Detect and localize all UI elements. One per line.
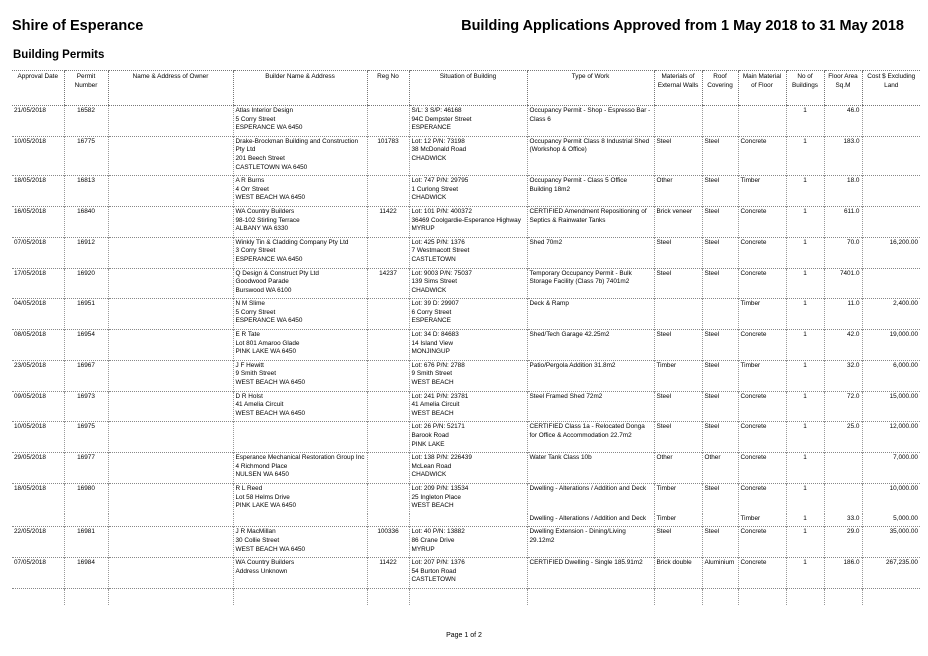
cell-no-of-buildings: 1	[786, 268, 824, 299]
cell-floor-area: 42.0	[824, 330, 862, 361]
cell-reg-no	[367, 360, 409, 391]
cell-builder: D R Holst 41 Amelia Circuit WEST BEACH WA 6450	[233, 391, 367, 422]
cell-owner	[108, 514, 233, 527]
cell-permit-number: 16840	[64, 206, 108, 237]
table-row	[12, 422, 920, 453]
cell-cost: 15,000.00	[862, 391, 920, 422]
filler-cell	[862, 588, 920, 605]
cell-cost: 6,000.00	[862, 360, 920, 391]
cell-type-of-work: CERTIFIED Class 1a - Relocated Donga for Office & Accommodation 22.7m2	[527, 422, 654, 453]
cell-owner	[108, 527, 233, 558]
cell-external-walls: Steel	[654, 422, 702, 453]
cell-approval-date: 18/05/2018	[12, 176, 64, 207]
cell-permit-number: 16975	[64, 422, 108, 453]
cell-cost: 267,235.00	[862, 558, 920, 589]
cell-reg-no	[367, 514, 409, 527]
page-number: Page 1 of 2	[446, 632, 482, 639]
cell-reg-no	[367, 176, 409, 207]
cell-no-of-buildings: 1	[786, 483, 824, 513]
cell-reg-no	[367, 422, 409, 453]
cell-permit-number: 16775	[64, 136, 108, 175]
cell-builder: WA Country Builders Address Unknown	[233, 558, 367, 589]
cell-roof-covering	[702, 514, 738, 527]
cell-reg-no: 100336	[367, 527, 409, 558]
cell-external-walls: Timber	[654, 483, 702, 513]
col-owner: Name & Address of Owner	[108, 71, 233, 106]
cell-situation: Lot: 425 P/N: 1376 7 Westmacott Street CASTLETOWN	[409, 237, 527, 268]
cell-approval-date: 17/05/2018	[12, 268, 64, 299]
cell-reg-no: 11422	[367, 206, 409, 237]
table-row	[12, 237, 920, 268]
cell-floor-material: Timber	[738, 299, 786, 330]
cell-roof-covering	[702, 106, 738, 137]
cell-floor-material: Concrete	[738, 422, 786, 453]
cell-cost	[862, 176, 920, 207]
filler-cell	[527, 588, 654, 605]
cell-roof-covering: Steel	[702, 176, 738, 207]
cell-builder: R L Reed Lot 58 Helms Drive PINK LAKE WA 6450	[233, 483, 367, 513]
cell-reg-no	[367, 330, 409, 361]
cell-roof-covering: Steel	[702, 268, 738, 299]
cell-situation: Lot: 101 P/N: 400372 36469 Coolgardie-Esperance Highway MYRUP	[409, 206, 527, 237]
cell-approval-date	[12, 514, 64, 527]
filler-cell	[654, 588, 702, 605]
filler-cell	[108, 588, 233, 605]
table-row	[12, 483, 920, 513]
cell-floor-material: Concrete	[738, 206, 786, 237]
cell-builder: WA Country Builders 98-102 Stirling Terrace ALBANY WA 6330	[233, 206, 367, 237]
col-builder: Builder Name & Address	[233, 71, 367, 106]
cell-situation	[409, 514, 527, 527]
cell-situation: Lot: 207 P/N: 1376 54 Burton Road CASTLETOWN	[409, 558, 527, 589]
table-row	[12, 106, 920, 137]
cell-permit-number: 16977	[64, 453, 108, 484]
cell-builder: N M Slime 5 Corry Street ESPERANCE WA 6450	[233, 299, 367, 330]
cell-roof-covering: Steel	[702, 136, 738, 175]
cell-permit-number: 16920	[64, 268, 108, 299]
col-type-of-work: Type of Work	[527, 71, 654, 106]
col-floor-area: Floor Area Sq.M	[824, 71, 862, 106]
cell-type-of-work: Dwelling - Alterations / Addition and Deck	[527, 514, 654, 527]
cell-external-walls: Timber	[654, 514, 702, 527]
cell-floor-area: 183.0	[824, 136, 862, 175]
cell-situation: Lot: 747 P/N: 29795 1 Curlong Street CHADWICK	[409, 176, 527, 207]
cell-roof-covering: Steel	[702, 330, 738, 361]
cell-owner	[108, 453, 233, 484]
cell-owner	[108, 360, 233, 391]
table-row	[12, 299, 920, 330]
cell-floor-material: Timber	[738, 176, 786, 207]
cell-approval-date: 07/05/2018	[12, 558, 64, 589]
cell-type-of-work: CERTIFIED Amendment Repositioning of Septics & Rainwater Tanks	[527, 206, 654, 237]
cell-builder: E R Tate Lot 801 Amaroo Glade PINK LAKE WA 6450	[233, 330, 367, 361]
cell-floor-area: 33.0	[824, 514, 862, 527]
cell-no-of-buildings: 1	[786, 527, 824, 558]
cell-floor-material: Concrete	[738, 136, 786, 175]
cell-cost: 19,000.00	[862, 330, 920, 361]
cell-owner	[108, 106, 233, 137]
cell-permit-number: 16973	[64, 391, 108, 422]
cell-floor-material: Concrete	[738, 558, 786, 589]
cell-builder: Atlas Interior Design 5 Corry Street ESPERANCE WA 6450	[233, 106, 367, 137]
filler-cell	[64, 588, 108, 605]
cell-floor-area: 32.0	[824, 360, 862, 391]
cell-builder: Winkly Tin & Cladding Company Pty Ltd 3 Corry Street ESPERANCE WA 6450	[233, 237, 367, 268]
cell-owner	[108, 206, 233, 237]
filler-cell	[367, 588, 409, 605]
cell-reg-no: 11422	[367, 558, 409, 589]
cell-situation: Lot: 12 P/N: 73198 38 McDonald Road CHADWICK	[409, 136, 527, 175]
organisation-title: Shire of Esperance	[12, 18, 144, 34]
cell-reg-no: 14237	[367, 268, 409, 299]
table-row	[12, 268, 920, 299]
cell-builder: Drake-Brockman Building and Construction Pty Ltd 201 Beech Street CASTLETOWN WA 6450	[233, 136, 367, 175]
cell-floor-area: 70.0	[824, 237, 862, 268]
cell-owner	[108, 391, 233, 422]
cell-external-walls: Steel	[654, 330, 702, 361]
cell-external-walls: Steel	[654, 237, 702, 268]
cell-permit-number: 16951	[64, 299, 108, 330]
cell-floor-material: Concrete	[738, 453, 786, 484]
table-body	[12, 106, 920, 605]
cell-situation: Lot: 676 P/N: 2788 9 Smith Street WEST BEACH	[409, 360, 527, 391]
cell-roof-covering	[702, 299, 738, 330]
filler-cell	[12, 588, 64, 605]
cell-approval-date: 09/05/2018	[12, 391, 64, 422]
cell-permit-number: 16967	[64, 360, 108, 391]
table-row	[12, 453, 920, 484]
cell-cost: 35,000.00	[862, 527, 920, 558]
cell-roof-covering: Other	[702, 453, 738, 484]
cell-builder	[233, 514, 367, 527]
cell-external-walls: Steel	[654, 136, 702, 175]
cell-floor-area: 29.0	[824, 527, 862, 558]
cell-approval-date: 10/05/2018	[12, 136, 64, 175]
cell-permit-number: 16912	[64, 237, 108, 268]
cell-floor-material: Concrete	[738, 391, 786, 422]
cell-floor-material	[738, 106, 786, 137]
cell-no-of-buildings: 1	[786, 206, 824, 237]
cell-owner	[108, 299, 233, 330]
cell-situation: S/L: 3 S/P: 46168 94C Dempster Street ESPERANCE	[409, 106, 527, 137]
cell-approval-date: 07/05/2018	[12, 237, 64, 268]
col-floor-material: Main Material of Floor	[738, 71, 786, 106]
filler-cell	[233, 588, 367, 605]
cell-cost	[862, 268, 920, 299]
cell-no-of-buildings: 1	[786, 136, 824, 175]
cell-type-of-work: Deck & Ramp	[527, 299, 654, 330]
col-roof-covering: Roof Covering	[702, 71, 738, 106]
cell-external-walls: Steel	[654, 527, 702, 558]
cell-reg-no	[367, 237, 409, 268]
col-permit-number: Permit Number	[64, 71, 108, 106]
cell-permit-number: 16582	[64, 106, 108, 137]
cell-external-walls: Steel	[654, 391, 702, 422]
report-title: Building Applications Approved from 1 May 2018 to 31 May 2018	[461, 18, 904, 34]
cell-floor-material: Concrete	[738, 330, 786, 361]
cell-no-of-buildings: 1	[786, 422, 824, 453]
permits-table	[12, 70, 920, 605]
table-row	[12, 136, 920, 175]
cell-external-walls: Brick double	[654, 558, 702, 589]
cell-type-of-work: Shed/Tech Garage 42.25m2	[527, 330, 654, 361]
table-row	[12, 514, 920, 527]
col-situation: Situation of Building	[409, 71, 527, 106]
cell-roof-covering: Steel	[702, 391, 738, 422]
cell-permit-number: 16813	[64, 176, 108, 207]
cell-no-of-buildings: 1	[786, 391, 824, 422]
cell-external-walls: Other	[654, 176, 702, 207]
cell-floor-material: Concrete	[738, 237, 786, 268]
cell-approval-date: 29/05/2018	[12, 453, 64, 484]
cell-owner	[108, 330, 233, 361]
cell-type-of-work: Dwelling - Alterations / Addition and Deck	[527, 483, 654, 513]
cell-floor-material: Timber	[738, 360, 786, 391]
cell-floor-material: Concrete	[738, 268, 786, 299]
cell-type-of-work: Shed 70m2	[527, 237, 654, 268]
cell-approval-date: 23/05/2018	[12, 360, 64, 391]
col-approval-date: Approval Date	[12, 71, 64, 106]
cell-cost	[862, 106, 920, 137]
cell-situation: Lot: 39 D: 29907 6 Corry Street ESPERANCE	[409, 299, 527, 330]
cell-reg-no	[367, 391, 409, 422]
cell-cost	[862, 206, 920, 237]
cell-roof-covering: Steel	[702, 483, 738, 513]
cell-situation: Lot: 40 P/N: 13882 86 Crane Drive MYRUP	[409, 527, 527, 558]
cell-no-of-buildings: 1	[786, 360, 824, 391]
cell-builder	[233, 422, 367, 453]
table-row	[12, 527, 920, 558]
table-header-row	[12, 71, 920, 106]
cell-no-of-buildings: 1	[786, 106, 824, 137]
cell-cost: 7,000.00	[862, 453, 920, 484]
cell-situation: Lot: 26 P/N: 52171 Barook Road PINK LAKE	[409, 422, 527, 453]
cell-type-of-work: Temporary Occupancy Permit - Bulk Storage Facility (Class 7b) 7401m2	[527, 268, 654, 299]
cell-approval-date: 22/05/2018	[12, 527, 64, 558]
cell-permit-number: 16954	[64, 330, 108, 361]
cell-situation: Lot: 241 P/N: 23781 41 Amelia Circuit WEST BEACH	[409, 391, 527, 422]
cell-type-of-work: Occupancy Permit - Class 5 Office Building 18m2	[527, 176, 654, 207]
cell-approval-date: 16/05/2018	[12, 206, 64, 237]
cell-cost: 10,000.00	[862, 483, 920, 513]
cell-situation: Lot: 138 P/N: 226439 McLean Road CHADWICK	[409, 453, 527, 484]
cell-roof-covering: Steel	[702, 527, 738, 558]
cell-cost: 16,200.00	[862, 237, 920, 268]
cell-situation: Lot: 34 D: 84683 14 Island View MONJINGUP	[409, 330, 527, 361]
cell-floor-material: Concrete	[738, 527, 786, 558]
cell-roof-covering: Aluminium	[702, 558, 738, 589]
cell-roof-covering: Steel	[702, 422, 738, 453]
cell-reg-no	[367, 106, 409, 137]
cell-no-of-buildings: 1	[786, 558, 824, 589]
cell-type-of-work: Steel Framed Shed 72m2	[527, 391, 654, 422]
table-row	[12, 176, 920, 207]
cell-permit-number: 16984	[64, 558, 108, 589]
cell-external-walls: Timber	[654, 360, 702, 391]
col-reg-no: Reg No	[367, 71, 409, 106]
cell-reg-no	[367, 483, 409, 513]
table-row	[12, 360, 920, 391]
cell-floor-area: 186.0	[824, 558, 862, 589]
cell-owner	[108, 483, 233, 513]
cell-type-of-work: Dwelling Extension - Dining/Living 29.12m2	[527, 527, 654, 558]
cell-floor-area: 611.0	[824, 206, 862, 237]
cell-owner	[108, 176, 233, 207]
cell-owner	[108, 136, 233, 175]
table-row	[12, 330, 920, 361]
col-no-of-buildings: No of Buildings	[786, 71, 824, 106]
cell-type-of-work: Occupancy Permit - Shop - Espresso Bar - Class 6	[527, 106, 654, 137]
cell-roof-covering: Steel	[702, 237, 738, 268]
cell-cost	[862, 136, 920, 175]
cell-permit-number: 16980	[64, 483, 108, 513]
cell-floor-material: Timber	[738, 514, 786, 527]
col-cost: Cost $ Excluding Land	[862, 71, 920, 106]
cell-builder: A R Burns 4 Orr Street WEST BEACH WA 6450	[233, 176, 367, 207]
cell-floor-area	[824, 453, 862, 484]
table-row	[12, 206, 920, 237]
cell-approval-date: 08/05/2018	[12, 330, 64, 361]
cell-reg-no	[367, 453, 409, 484]
cell-no-of-buildings: 1	[786, 176, 824, 207]
cell-type-of-work: Patio/Pergola Addition 31.8m2	[527, 360, 654, 391]
cell-external-walls: Brick veneer	[654, 206, 702, 237]
cell-situation: Lot: 209 P/N: 13534 25 Ingleton Place WEST BEACH	[409, 483, 527, 513]
cell-floor-area	[824, 483, 862, 513]
section-title: Building Permits	[13, 49, 105, 61]
cell-permit-number	[64, 514, 108, 527]
filler-cell	[786, 588, 824, 605]
filler-cell	[738, 588, 786, 605]
cell-owner	[108, 422, 233, 453]
cell-approval-date: 04/05/2018	[12, 299, 64, 330]
filler-cell	[409, 588, 527, 605]
cell-type-of-work: CERTIFIED Dwelling - Single 185.91m2	[527, 558, 654, 589]
cell-floor-area: 72.0	[824, 391, 862, 422]
cell-situation: Lot: 9003 P/N: 75037 139 Sims Street CHADWICK	[409, 268, 527, 299]
cell-owner	[108, 558, 233, 589]
cell-approval-date: 10/05/2018	[12, 422, 64, 453]
cell-external-walls: Other	[654, 453, 702, 484]
cell-roof-covering: Steel	[702, 206, 738, 237]
cell-no-of-buildings: 1	[786, 237, 824, 268]
table-filler-row	[12, 588, 920, 605]
cell-floor-area: 11.0	[824, 299, 862, 330]
cell-cost: 5,000.00	[862, 514, 920, 527]
cell-floor-area: 7401.0	[824, 268, 862, 299]
cell-no-of-buildings: 1	[786, 514, 824, 527]
cell-no-of-buildings: 1	[786, 330, 824, 361]
cell-type-of-work: Occupancy Permit Class 8 Industrial Shed (Workshop & Office)	[527, 136, 654, 175]
cell-no-of-buildings: 1	[786, 453, 824, 484]
filler-cell	[824, 588, 862, 605]
cell-builder: J F Hewitt 9 Smith Street WEST BEACH WA 6450	[233, 360, 367, 391]
cell-external-walls	[654, 299, 702, 330]
table-row	[12, 558, 920, 589]
cell-external-walls: Steel	[654, 268, 702, 299]
cell-floor-area: 18.0	[824, 176, 862, 207]
cell-floor-area: 25.0	[824, 422, 862, 453]
cell-reg-no: 101783	[367, 136, 409, 175]
cell-no-of-buildings: 1	[786, 299, 824, 330]
cell-floor-area: 46.0	[824, 106, 862, 137]
cell-permit-number: 16981	[64, 527, 108, 558]
cell-owner	[108, 237, 233, 268]
cell-floor-material: Concrete	[738, 483, 786, 513]
col-external-walls: Materials of External Walls	[654, 71, 702, 106]
cell-cost: 2,400.00	[862, 299, 920, 330]
cell-external-walls	[654, 106, 702, 137]
table-row	[12, 391, 920, 422]
cell-builder: Q Design & Construct Pty Ltd Goodwood Parade Burswood WA 6100	[233, 268, 367, 299]
cell-builder: Esperance Mechanical Restoration Group Inc 4 Richmond Place NULSEN WA 6450	[233, 453, 367, 484]
cell-approval-date: 18/05/2018	[12, 483, 64, 513]
filler-cell	[702, 588, 738, 605]
cell-cost: 12,000.00	[862, 422, 920, 453]
cell-owner	[108, 268, 233, 299]
cell-approval-date: 21/05/2018	[12, 106, 64, 137]
cell-roof-covering: Steel	[702, 360, 738, 391]
cell-reg-no	[367, 299, 409, 330]
cell-builder: J R MacMillan 30 Collie Street WEST BEACH WA 6450	[233, 527, 367, 558]
cell-type-of-work: Water Tank Class 10b	[527, 453, 654, 484]
